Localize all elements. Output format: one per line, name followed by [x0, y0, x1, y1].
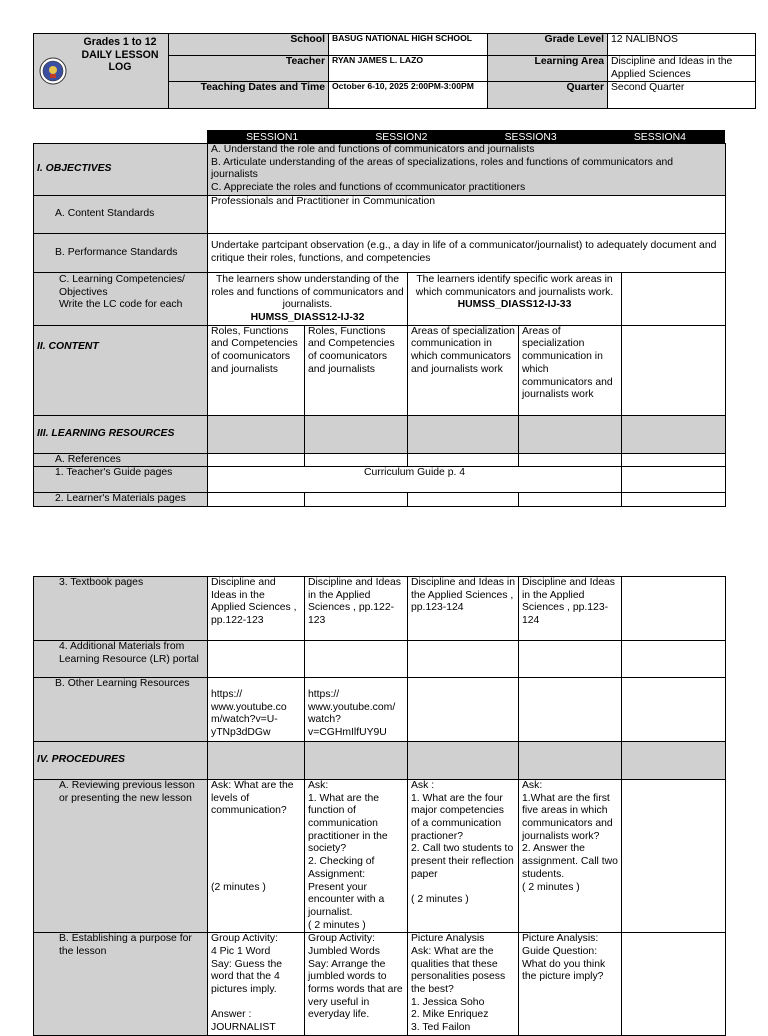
dates-label: Teaching Dates and Time [169, 82, 329, 109]
lesson-table-part1 [33, 143, 726, 507]
lc-sessions-3-4 [408, 273, 622, 326]
textbook-cell-4: Discipline and Ideas in the Applied Sciences , pp.123-124 [519, 577, 622, 641]
purpose-cell-2: Group Activity: Jumbled Words Say: Arrange the jumbled words to forms words that are very useful in everyday life. [305, 933, 408, 1036]
lc-1-code: HUMSS_DIASS12-IJ-32 [250, 312, 365, 324]
textbook-label: 3. Textbook pages [34, 577, 208, 641]
school-label: School [169, 34, 329, 56]
review-cell-4: Ask: 1.What are the first five areas in which communicators and journalists work? 2. Answer the assignment. Call two students. ( 2 minutes ) [519, 780, 622, 933]
content-cell-5 [622, 325, 726, 415]
objectives-label: I. OBJECTIVES [34, 144, 208, 196]
textbook-cell-1: Discipline and Ideas in the Applied Sciences , pp.122-123 [208, 577, 305, 641]
school-value: BASUG NATIONAL HIGH SCHOOL [329, 34, 488, 56]
content-cell-3: Areas of specialization communication in which communicators and journalists work [408, 325, 519, 415]
teachers-guide-value: Curriculum Guide p. 4 [208, 467, 622, 493]
review-cell-1: Ask: What are the levels of communication? (2 minutes ) [208, 780, 305, 933]
purpose-cell-1: Group Activity: 4 Pic 1 Word Say: Guess the word that the 4 pictures imply. Answer : JOURNALIST [208, 933, 305, 1036]
teachers-guide-label: 1. Teacher's Guide pages [34, 467, 208, 493]
content-cell-2: Roles, Functions and Competencies of coomunicators and journalists [305, 325, 408, 415]
other-resource-link-2[interactable]: https:// www.youtube.com/ watch? v=CGHmIlfUY9U [305, 678, 408, 742]
additional-materials-label: 4. Additional Materials from Learning Resource (LR) portal [34, 641, 208, 678]
other-resource-link-1[interactable]: https:// www.youtube.co m/watch?v=U- yTNp3dDGw [208, 678, 305, 742]
purpose-cell-3: Picture Analysis Ask: What are the qualities that these personalities posess the best? 1. Jessica Soho 2. Mike Enriquez 3. Ted Failon [408, 933, 519, 1036]
learners-materials-label: 2. Learner's Materials pages [34, 493, 208, 507]
content-standards-text: Professionals and Practitioner in Communication [208, 196, 726, 234]
textbook-cell-2: Discipline and Ideas in the Applied Sciences , pp.122-123 [305, 577, 408, 641]
session-4-label: SESSION4 [595, 131, 724, 145]
dates-value: October 6-10, 2025 2:00PM-3:00PM [329, 82, 488, 109]
procedures-label: IV. PROCEDURES [34, 742, 208, 780]
teacher-label: Teacher [169, 56, 329, 82]
session-2-label: SESSION2 [337, 131, 466, 145]
teacher-value: RYAN JAMES L. LAZO [329, 56, 488, 82]
header-title-cell [34, 34, 169, 109]
lc-2-code: HUMSS_DIASS12-IJ-33 [457, 299, 572, 311]
learning-area-value: Discipline and Ideas in the Applied Sciences [608, 56, 756, 82]
other-resources-label: B. Other Learning Resources [34, 678, 208, 742]
lesson-table-part2 [33, 576, 726, 1036]
content-cell-1: Roles, Functions and Competencies of coomunicators and journalists [208, 325, 305, 415]
learning-resources-label: III. LEARNING RESOURCES [34, 415, 208, 453]
session-3-label: SESSION3 [466, 131, 595, 145]
objectives-text: A. Understand the role and functions of communicators and journalists B. Articulate understanding of the areas of specializations, roles and functions of communicators and journalists C. Appreciate the roles and functions of ccommunicator practitioners [208, 144, 726, 196]
content-standards-label: A. Content Standards [34, 196, 208, 234]
session-1-label: SESSION1 [208, 131, 337, 145]
review-cell-3: Ask : 1. What are the four major competencies of a communication practioner? 2. Call two students to present their reflection paper ( 2 minutes ) [408, 780, 519, 933]
quarter-value: Second Quarter [608, 82, 756, 109]
performance-standards-label: B. Performance Standards [34, 234, 208, 273]
lc-1-text: The learners show understanding of the roles and functions of communicators and journalists. [211, 274, 404, 311]
content-cell-4: Areas of specialization communication in which communicators and journalists work [519, 325, 622, 415]
dll-title: Grades 1 to 12 DAILY LESSON LOG [81, 36, 159, 74]
purpose-cell-4: Picture Analysis: Guide Question: What do you think the picture imply? [519, 933, 622, 1036]
content-label: II. CONTENT [34, 325, 208, 415]
grade-level-value: 12 NALIBNOS [608, 34, 756, 56]
learning-competencies-label: C. Learning Competencies/ Objectives Write the LC code for each [34, 273, 208, 326]
references-label: A. References [34, 453, 208, 467]
grade-level-label: Grade Level [488, 34, 608, 56]
header-table [33, 33, 756, 109]
textbook-cell-3: Discipline and Ideas in the Applied Sciences , pp.123-124 [408, 577, 519, 641]
purpose-label: B. Establishing a purpose for the lesson [34, 933, 208, 1036]
performance-standards-text: Undertake partcipant observation (e.g., a day in life of a communicator/journalist) to adequately document and critique their roles, functions, and competencies [208, 234, 726, 273]
lc-2-text: The learners identify specific work areas in which communicators and journalists work. [415, 274, 614, 298]
review-cell-2: Ask: 1. What are the function of communication practitioner in the society? 2. Checking of Assignment: Present your encounter with a journalist. ( 2 minutes ) [305, 780, 408, 933]
lc-empty-cell [622, 273, 726, 326]
review-lesson-label: A. Reviewing previous lesson or presenting the new lesson [34, 780, 208, 933]
lc-sessions-1-2 [208, 273, 408, 326]
deped-seal-icon [34, 34, 72, 108]
learning-area-label: Learning Area [488, 56, 608, 82]
quarter-label: Quarter [488, 82, 608, 109]
